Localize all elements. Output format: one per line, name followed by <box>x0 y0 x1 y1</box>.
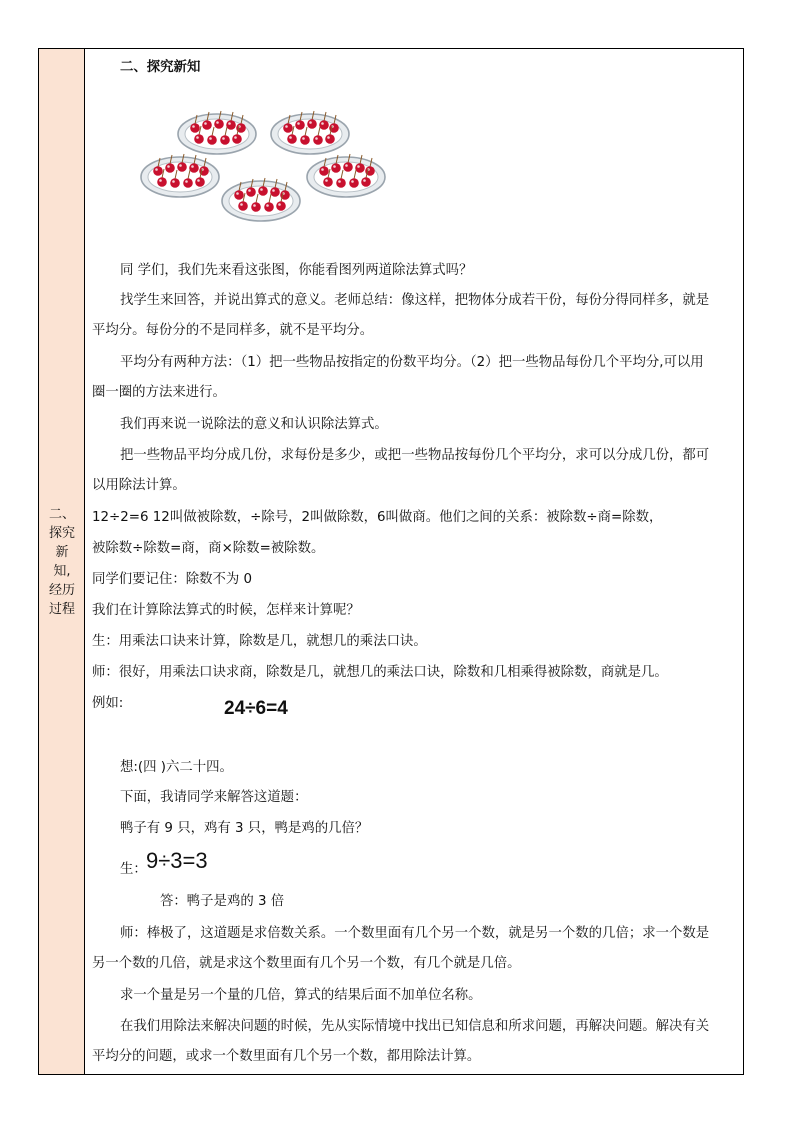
cherry-icon <box>331 163 341 173</box>
paragraph-line: 我们再来说一说除法的意义和认识除法算式。 <box>120 417 388 432</box>
cherry-icon <box>270 187 280 197</box>
stage-label-line: 经历 <box>48 583 75 598</box>
lesson-content-cell <box>86 49 743 1074</box>
paragraph-line: 圈一圈的方法来进行。 <box>92 385 226 400</box>
cherry-icon <box>287 134 297 144</box>
paragraph-line: 平均分的问题，或求一个数里面有几个另一个数，都用除法计算。 <box>92 1049 481 1064</box>
lesson-table <box>38 48 744 1075</box>
paragraph-line: 下面，我请同学来解答这道题： <box>120 790 308 805</box>
paragraph-line: 以用除法计算。 <box>92 478 186 493</box>
paragraph-line: 想:(四 )六二十四。 <box>120 760 233 775</box>
cherry-icon <box>336 178 346 188</box>
word-problem: 鸭子有 9 只，鸡有 3 只，鸭是鸡的几倍？ <box>120 821 369 836</box>
cherry-icon <box>343 162 353 172</box>
cherry-icon <box>232 134 242 144</box>
cherry-icon <box>153 166 163 176</box>
plate-of-cherries <box>222 178 300 221</box>
cherry-icon <box>323 177 333 187</box>
paragraph-line: 找学生来回答，并说出算式的意义。老师总结：像这样，把物体分成若干份，每份分得同样多，就是 <box>120 293 710 308</box>
cherry-icon <box>258 186 268 196</box>
cherry-icon <box>190 123 200 133</box>
cherry-icon <box>300 135 310 145</box>
cherry-icon <box>234 190 244 200</box>
paragraph-line: 生：用乘法口诀来计算，除数是几，就想几的乘法口诀。 <box>92 634 427 649</box>
cherry-icon <box>238 201 248 211</box>
plate-of-cherries <box>307 154 385 197</box>
cherry-icon <box>319 120 329 130</box>
cherry-icon <box>283 123 293 133</box>
answer-sentence: 答：鸭子是鸡的 3 倍 <box>160 894 285 909</box>
section-title: 二、探究新知 <box>120 60 201 75</box>
paragraph-line: 被除数÷除数=商，商×除数=被除数。 <box>92 541 325 556</box>
cherry-plates-image <box>140 109 386 244</box>
cherry-icon <box>319 166 329 176</box>
cherry-icon <box>246 187 256 197</box>
stage-label-line: 二、 <box>48 507 75 522</box>
stage-label-line: 探究 <box>48 526 75 541</box>
cherry-icon <box>157 177 167 187</box>
paragraph-line: 我们在计算除法算式的时候，怎样来计算呢？ <box>92 603 360 618</box>
cherry-icon <box>183 178 193 188</box>
paragraph-line: 平均分。每份分的不是同样多，就不是平均分。 <box>92 323 374 338</box>
cherry-icon <box>251 202 261 212</box>
student-label: 生： <box>120 862 147 877</box>
cherry-icon <box>195 177 205 187</box>
example-label: 例如: <box>92 696 124 711</box>
cherry-icon <box>189 163 199 173</box>
cherry-icon <box>349 178 359 188</box>
cherry-icon <box>264 202 274 212</box>
cherry-icon <box>207 135 217 145</box>
cherry-icon <box>214 119 224 129</box>
cherry-icon <box>202 120 212 130</box>
paragraph-line: 师：棒极了，这道题是求倍数关系。一个数里面有几个另一个数，就是另一个数的几倍；求一个数是 <box>120 926 710 941</box>
cherry-icon <box>325 134 335 144</box>
stage-label-line: 知, <box>53 564 71 579</box>
stage-label-line: 过程 <box>48 602 75 617</box>
plate-of-cherries <box>178 111 256 154</box>
cherry-icon <box>313 135 323 145</box>
cherry-icon <box>361 177 371 187</box>
paragraph-line: 在我们用除法来解决问题的时候，先从实际情境中找出已知信息和所求问题，再解决问题。解决有关 <box>120 1019 710 1034</box>
paragraph-line: 同 学们，我们先来看这张图，你能看图列两道除法算式吗？ <box>120 263 473 278</box>
cherry-icon <box>177 162 187 172</box>
answer-equation: 9÷3=3 <box>146 848 208 873</box>
cherry-icon <box>355 163 365 173</box>
cherry-icon <box>165 163 175 173</box>
stage-label-line: 新 <box>55 545 69 560</box>
stage-label <box>39 505 85 619</box>
stage-label-cell <box>39 49 85 1074</box>
paragraph-line: 同学们要记住：除数不为 0 <box>92 572 253 587</box>
paragraph-line: 求一个量是另一个量的几倍，算式的结果后面不加单位名称。 <box>120 988 482 1003</box>
cherry-icon <box>194 134 204 144</box>
paragraph-line: 师：很好，用乘法口诀求商，除数是几，就想几的乘法口诀，除数和几相乘得被除数，商就是几。 <box>92 665 668 680</box>
cherry-icon <box>170 178 180 188</box>
plate-of-cherries <box>141 154 219 197</box>
cherry-icon <box>220 135 230 145</box>
paragraph-line: 把一些物品平均分成几份，求每份是多少，或把一些物品按每份几个平均分，求可以分成几份，都可 <box>120 448 710 463</box>
paragraph-line: 平均分有两种方法：（1）把一些物品按指定的份数平均分。（2）把一些物品每份几个平均分,可以用 <box>120 355 704 370</box>
plate-of-cherries <box>271 111 349 154</box>
cherry-icon <box>307 119 317 129</box>
division-terms-line: 12÷2=6 12叫做被除数，÷除号，2叫做除数，6叫做商。他们之间的关系：被除数÷商=除数， <box>92 510 663 525</box>
cherry-icon <box>226 120 236 130</box>
cherry-icon <box>295 120 305 130</box>
example-equation: 24÷6=4 <box>224 698 288 719</box>
cherry-icon <box>276 201 286 211</box>
paragraph-line: 另一个数的几倍，就是求这个数里面有几个另一个数，有几个就是几倍。 <box>92 956 521 971</box>
